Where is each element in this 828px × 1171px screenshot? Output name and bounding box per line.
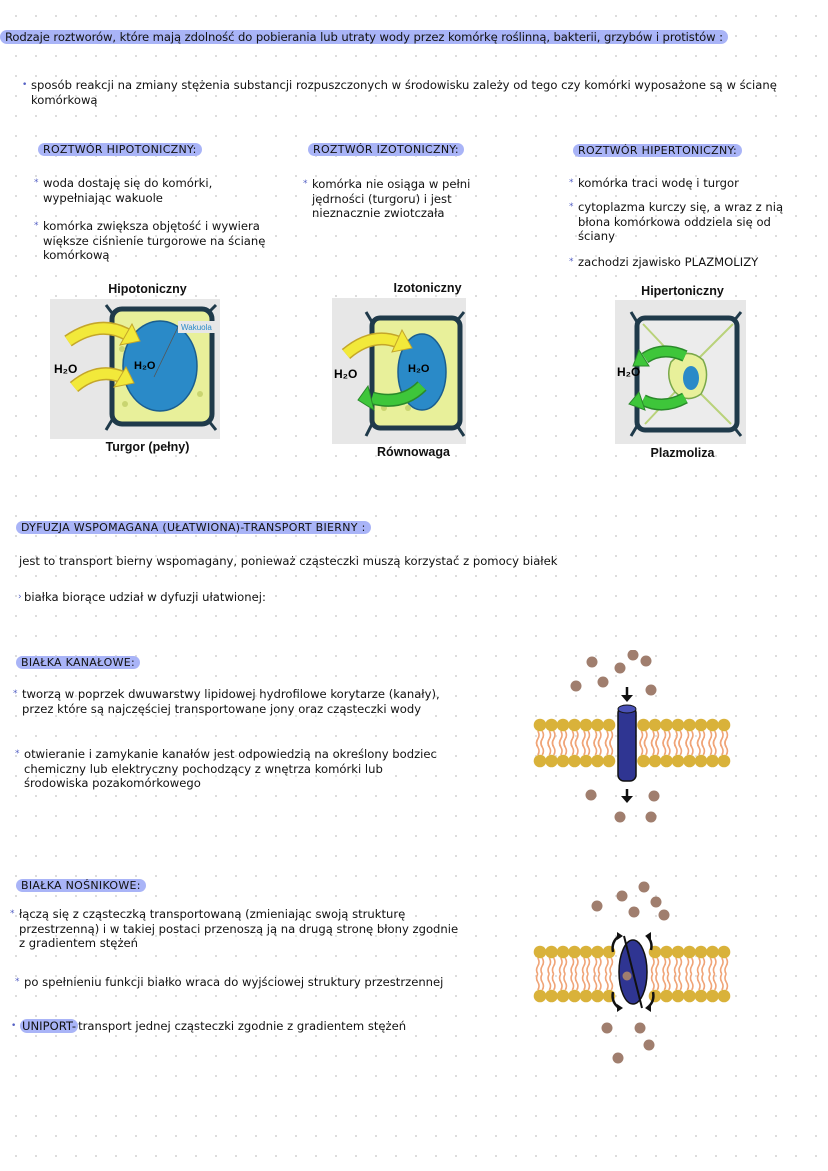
lipid-head [557, 719, 570, 732]
lipid-head [672, 946, 685, 959]
bullet-icon: * [10, 909, 15, 919]
vacuole-label: Wakuola [181, 323, 212, 332]
hypotonic-heading: ROZTWÓR HIPOTONICZNY: [38, 143, 202, 156]
hypotonic-point: * komórka zwiększa objętość i wywiera większe ciśnienie turgorowe na ścianę komórkową [34, 219, 266, 262]
lipid-head [718, 946, 731, 959]
intro-text: • sposób reakcji na zmiany stężenia substancji rozpuszczonych w środowisku zależy od tego czy komórki wyposażone są w ścianę komórkową [22, 78, 777, 107]
carrier-point: * łączą się z cząsteczką transportowaną (zmieniając swoją strukturę przestrzenną) i w takiej postaci przenoszą ją na drugą stronę błony zgodnie z gradientem stężeń [10, 907, 459, 950]
lipid-head [557, 946, 570, 959]
lipid-head [706, 990, 719, 1003]
lipid-head [545, 946, 558, 959]
lipid-head [557, 755, 570, 768]
isotonic-point: * komórka nie osiąga w pełni jędrności (turgoru) i jest nieznacznie zwiotczała [303, 177, 471, 220]
lipid-head [568, 946, 581, 959]
lipid-head [706, 719, 719, 732]
bullet-icon: * [34, 221, 39, 231]
hypotonic-point: * woda dostaję się do komórki, wypełniając wakuole [34, 176, 213, 205]
lipid-head [660, 946, 673, 959]
carrier-heading: BIAŁKA NOŚNIKOWE: [16, 879, 146, 892]
lipid-head [649, 755, 662, 768]
water-label: H₂O [134, 360, 156, 372]
lipid-head [706, 755, 719, 768]
bullet-icon: › [18, 592, 22, 602]
lipid-head [580, 990, 593, 1003]
lipid-head [580, 946, 593, 959]
bullet-icon: * [13, 689, 18, 699]
channel-point: * otwieranie i zamykanie kanałów jest odpowiedzią na określony bodziec chemiczny lub elektryczny pochodzący z wnętrza komórki lub środowiska pozakomórkowego [15, 747, 437, 790]
hypertonic-point: * zachodzi zjawisko PLAZMOLIZY [569, 255, 759, 269]
lipid-head [557, 990, 570, 1003]
lipid-head [580, 719, 593, 732]
channel-protein [618, 707, 636, 781]
lipid-head [649, 719, 662, 732]
hypotonic-diagram-title: Hipotoniczny [108, 282, 187, 296]
lipid-head [683, 990, 696, 1003]
lipid-head [591, 990, 604, 1003]
channel-protein-diagram [525, 650, 740, 830]
lipid-head [603, 719, 616, 732]
hypertonic-point: * komórka traci wodę i turgor [569, 176, 739, 190]
lipid-head [683, 946, 696, 959]
diffusion-heading: DYFUZJA WSPOMAGANA (UŁATWIONA)-TRANSPORT BIERNY : [16, 521, 371, 534]
arrow-down-icon [621, 687, 633, 702]
uniport-label: UNIPORT- [22, 1019, 77, 1033]
hypertonic-diagram-title: Hipertoniczny [641, 284, 724, 298]
lipid-head [672, 755, 685, 768]
lipid-head [545, 755, 558, 768]
lipid-head [695, 755, 708, 768]
lipid-head [568, 755, 581, 768]
lipid-head [672, 719, 685, 732]
lipid-head [603, 755, 616, 768]
hypertonic-heading: ROZTWÓR HIPERTONICZNY: [573, 144, 742, 157]
lipid-head [534, 755, 547, 768]
hypotonic-diagram-caption: Turgor (pełny) [105, 440, 190, 454]
lipid-head [545, 990, 558, 1003]
uniport-point: • UNIPORT- transport jednej cząsteczki zgodnie z gradientem stężeń [11, 1019, 407, 1033]
lipid-head [580, 755, 593, 768]
channel-heading: BIAŁKA KANAŁOWE: [16, 656, 140, 669]
hypertonic-diagram-caption: Plazmoliza [650, 446, 715, 460]
lipid-head [534, 990, 547, 1003]
lipid-head [695, 719, 708, 732]
lipid-head [718, 719, 731, 732]
bullet-icon: * [569, 178, 574, 188]
isotonic-diagram-title: Izotoniczny [393, 281, 462, 295]
page-title: Rodzaje roztworów, które mają zdolność do pobierania lub utraty wody przez komórkę roślinną, bakterii, grzybów i protistów : [0, 30, 728, 44]
water-label: H₂O [54, 362, 78, 376]
bullet-icon: • [11, 1021, 17, 1031]
bullet-icon: * [34, 178, 39, 188]
bullet-icon: * [15, 749, 20, 759]
lipid-head [591, 946, 604, 959]
hypotonic-cell-diagram [50, 299, 220, 439]
hypertonic-point: * cytoplazma kurczy się, a wraz z nią błona komórkowa oddziela się od ściany [569, 200, 784, 243]
isotonic-heading: ROZTWÓR IZOTONICZNY: [308, 143, 464, 156]
lipid-head [695, 990, 708, 1003]
isotonic-cell-diagram [332, 298, 466, 444]
lipid-head [683, 719, 696, 732]
carrier-protein-diagram [525, 878, 740, 1068]
lipid-head [568, 990, 581, 1003]
bullet-icon: • [22, 80, 28, 90]
arrow-down-icon [621, 789, 633, 803]
bullet-icon: * [303, 179, 308, 189]
lipid-head [637, 719, 650, 732]
bound-particle [623, 972, 632, 981]
bullet-icon: * [569, 202, 574, 212]
water-label: H₂O [617, 365, 641, 379]
lipid-head [637, 755, 650, 768]
bullet-icon: * [569, 257, 574, 267]
water-label: H₂O [334, 367, 358, 381]
lipid-head [534, 719, 547, 732]
lipid-head [660, 755, 673, 768]
proteins-intro: › białka biorące udział w dyfuzji ułatwionej: [18, 590, 266, 604]
lipid-head [695, 946, 708, 959]
lipid-head [660, 719, 673, 732]
lipid-head [672, 990, 685, 1003]
channel-point: * tworzą w poprzek dwuwarstwy lipidowej hydrofilowe korytarze (kanały), przez które są najczęściej transportowane jony oraz cząsteczki wody [13, 687, 440, 716]
lipid-head [649, 990, 662, 1003]
water-label: H₂O [408, 363, 430, 375]
lipid-head [591, 719, 604, 732]
carrier-point: * po spełnieniu funkcji białko wraca do wyjściowej struktury przestrzennej [15, 975, 444, 989]
isotonic-diagram-caption: Równowaga [377, 445, 450, 459]
lipid-head [534, 946, 547, 959]
lipid-head [660, 990, 673, 1003]
vacuole [683, 366, 699, 390]
diffusion-definition: jest to transport bierny wspomagany, ponieważ cząsteczki muszą korzystać z pomocy białek [19, 554, 558, 568]
lipid-head [718, 990, 731, 1003]
bullet-icon: * [15, 977, 20, 987]
lipid-head [591, 755, 604, 768]
lipid-head [683, 755, 696, 768]
hypertonic-cell-diagram [615, 300, 746, 444]
lipid-head [568, 719, 581, 732]
lipid-head [718, 755, 731, 768]
lipid-head [706, 946, 719, 959]
lipid-head [545, 719, 558, 732]
